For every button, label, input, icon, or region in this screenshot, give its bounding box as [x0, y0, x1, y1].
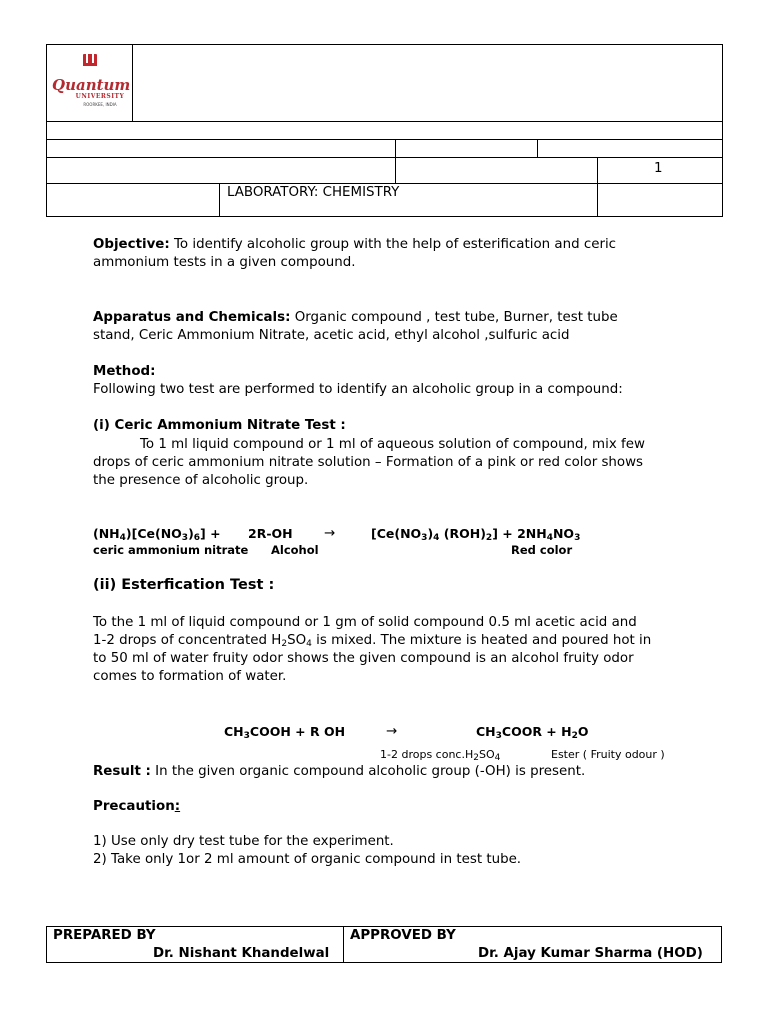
ester-test-heading: (ii) Esterfication Test :: [93, 577, 275, 593]
reaction2-arrow: →: [386, 724, 398, 739]
method-text: Following two test are performed to identify an alcoholic group in a compound:: [93, 382, 623, 397]
precaution-item-2: 2) Take only 1or 2 ml amount of organic compound in test tube.: [93, 852, 522, 867]
reaction1-arrow: →: [324, 526, 336, 541]
result-section: [93, 763, 585, 781]
ester-line-1: To the 1 ml of liquid compound or 1 gm of solid compound 0.5 ml acetic acid and: [93, 615, 637, 630]
reaction1-reagent: $(NH_4)[Ce(NO_3)_6]$ +: [93, 526, 221, 543]
reaction1-product-label: Red color: [511, 543, 573, 557]
prepared-by-name: Dr. Nishant Khandelwal: [153, 946, 330, 961]
prepared-by-label: PREPARED BY: [53, 928, 156, 943]
logo-emblem-icon: [52, 50, 128, 78]
logo-place: ROORKEE, INDIA: [83, 102, 117, 107]
apparatus-text-1: Organic compound , test tube, Burner, test tube: [290, 310, 618, 325]
reaction2-ester-label: Ester ( Fruity odour ): [551, 748, 665, 761]
ceric-test-text: [93, 436, 713, 490]
reaction1-reagent-label: ceric ammonium nitrate: [93, 543, 249, 557]
objective-text-1: To identify alcoholic group with the help of esterification and ceric: [169, 237, 617, 252]
university-logo: [52, 50, 131, 116]
objective-label: Objective:: [93, 237, 170, 252]
reaction1-alcohol: 2R-OH: [248, 526, 293, 541]
method-label: Method:: [93, 364, 156, 379]
objective-text-2: ammonium tests in a given compound.: [93, 255, 356, 270]
precaution-heading: Precaution:: [93, 799, 181, 814]
result-text: In the given organic compound alcoholic group (-OH) is present.: [150, 764, 586, 779]
ester-line-2: 1-2 drops of concentrated $H_2SO_4$ is mixed. The mixture is heated and poured hot in: [93, 633, 652, 649]
result-label: Result :: [93, 764, 151, 779]
apparatus-section: [93, 309, 713, 345]
objective-section: [93, 236, 713, 272]
ceric-test-heading: (i) Ceric Ammonium Nitrate Test :: [93, 418, 346, 433]
reaction2-condition: 1-2 drops $conc.H_2SO_4$: [380, 748, 501, 763]
page-number: 1: [654, 161, 663, 176]
apparatus-label: Apparatus and Chemicals:: [93, 310, 291, 325]
ester-test-text: [93, 614, 713, 686]
ceric-line-3: the presence of alcoholic group.: [93, 473, 309, 488]
approved-by-label: APPROVED BY: [350, 928, 456, 943]
reaction2-reactants: $CH_3COOH + R$ OH: [224, 724, 346, 741]
logo-name: Quantum: [52, 76, 131, 94]
precaution-item-1: 1) Use only dry test tube for the experiment.: [93, 834, 394, 849]
reaction2-products: $CH_3COOR + H_2O$: [476, 724, 589, 741]
logo-subtitle: UNIVERSITY: [75, 93, 125, 100]
reaction1-alcohol-label: Alcohol: [271, 543, 319, 557]
laboratory-label: LABORATORY: CHEMISTRY: [227, 185, 400, 200]
approved-by-name: Dr. Ajay Kumar Sharma (HOD): [478, 946, 703, 961]
ceric-line-1: To 1 ml liquid compound or 1 ml of aqueous solution of compound, mix few: [140, 437, 645, 452]
ester-line-4: comes to formation of water.: [93, 669, 287, 684]
ceric-line-2: drops of ceric ammonium nitrate solution – Formation of a pink or red color shows: [93, 455, 644, 470]
apparatus-text-2: stand, Ceric Ammonium Nitrate, acetic acid, ethyl alcohol ,sulfuric acid: [93, 328, 570, 343]
ester-line-3: to 50 ml of water fruity odor shows the given compound is an alcohol fruity odor: [93, 651, 634, 666]
reaction1-product: [$Ce(NO_3)_4$ $(ROH)_2] + 2NH_4NO_3$: [371, 526, 581, 543]
